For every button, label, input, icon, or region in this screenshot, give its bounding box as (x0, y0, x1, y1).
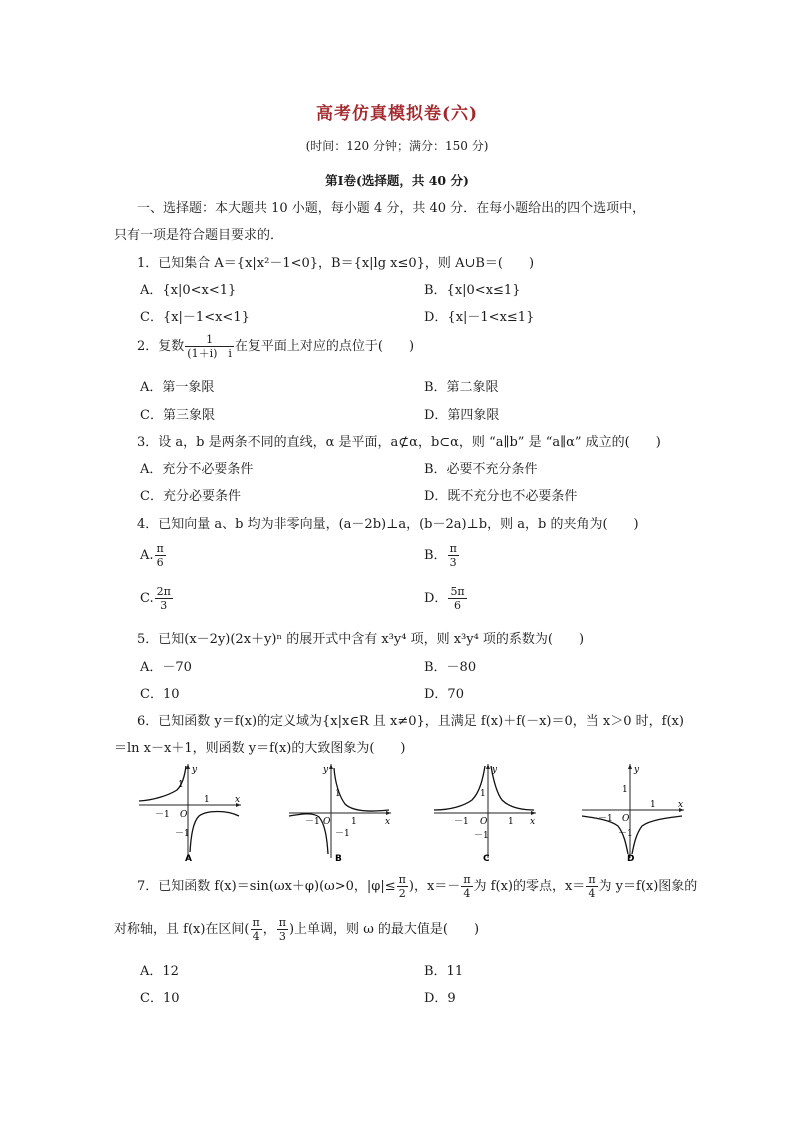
section-intro-line2: 只有一项是符合题目要求的． (114, 228, 284, 243)
origin-label: O (180, 810, 188, 820)
q1-option-d: D．{x|－1<x≤1} (424, 310, 535, 325)
q3-stem: 3．设 a，b 是两条不同的直线，α 是平面，a⊄α，b⊂α，则 “a∥b” 是 “a∥α” 成立的( ) (137, 435, 661, 450)
q6-line2: ＝ln x－x＋1，则函数 y＝f(x)的大致图象为( ) (114, 741, 406, 756)
q4-b-den: 3 (449, 556, 457, 569)
q7-part4: 为 y＝f(x)图象的 (598, 879, 698, 894)
q4-option-b (424, 542, 460, 569)
graph-a-label: A (185, 854, 192, 864)
q7-f2-num: π (463, 873, 471, 886)
tick-1: 1 (204, 795, 210, 805)
exam-title: 高考仿真模拟卷(六) (315, 104, 479, 124)
tick-y1: 1 (622, 785, 628, 795)
q4-b-num: π (449, 542, 457, 555)
origin-label: O (323, 817, 331, 827)
q6-line1: 6．已知函数 y＝f(x)的定义域为{x|x∈R 且 x≠0}，且满足 f(x)＋f(－x)＝0，当 x＞0 时，f(x) (137, 714, 684, 729)
q5-option-d: D．70 (424, 687, 464, 702)
x-label: x (530, 817, 536, 827)
q2-denominator: (1＋i) i (187, 347, 232, 360)
q4-a-fraction (155, 542, 166, 569)
x-label: x (385, 817, 391, 827)
q4-d-label: D． (424, 591, 448, 606)
tick-yneg1: －1 (474, 831, 489, 841)
q3-option-c: C．充分必要条件 (140, 489, 241, 504)
q7-frac3 (586, 873, 597, 900)
tick-yneg1: －1 (618, 829, 633, 839)
graph-b-label: B (335, 854, 342, 864)
q2-stem (137, 333, 414, 360)
section-intro-line1: 一、选择题：本大题共 10 小题，每小题 4 分，共 40 分．在每小题给出的四个选项中， (137, 201, 646, 216)
q4-a-num: π (156, 542, 164, 555)
q4-c-fraction (155, 585, 173, 612)
curve-right (190, 812, 239, 853)
graph-d (578, 760, 688, 865)
graph-c (430, 760, 540, 865)
q1-option-c: C．{x|－1<x<1} (140, 310, 250, 325)
graph-c-label: C (483, 854, 490, 864)
curve-right (334, 768, 389, 811)
q4-option-d (424, 585, 468, 612)
graph-a (135, 760, 245, 865)
q1-option-b: B．{x|0<x≤1} (424, 283, 521, 298)
q1-option-a: A．{x|0<x<1} (140, 283, 237, 298)
x-arrow (386, 811, 391, 815)
origin-label: O (480, 817, 488, 827)
q7-comma: ， (262, 922, 276, 937)
q4-c-den: 3 (160, 599, 168, 612)
tick-y1: 1 (335, 789, 341, 799)
y-label: y (634, 765, 640, 775)
q7-option-b: B．11 (424, 964, 464, 979)
y-arrow (486, 764, 490, 769)
q4-c-num: 2π (156, 585, 171, 598)
tick-y1: 1 (480, 789, 486, 799)
tick-neg1: －1 (454, 817, 469, 827)
x-label: x (678, 800, 684, 810)
tick-yneg1: －1 (175, 829, 190, 839)
curve-left (434, 766, 485, 810)
x-arrow (531, 811, 536, 815)
q7-f4-num: π (252, 916, 260, 929)
q7-line1 (137, 873, 697, 900)
q2-post: 在复平面上对应的点位于( ) (234, 339, 415, 354)
q4-option-a (140, 542, 167, 569)
q4-option-c (140, 585, 174, 612)
q2-option-d: D．第四象限 (424, 408, 500, 423)
q7-f1-num: π (398, 873, 406, 886)
q4-a-label: A. (140, 548, 154, 563)
q7-frac4 (251, 916, 262, 943)
x-label: x (235, 795, 241, 805)
q7-line2 (114, 916, 479, 943)
tick-neg1: －1 (155, 810, 170, 820)
q4-b-fraction (448, 542, 459, 569)
q7-l2-post: )上单调，则 ω 的最大值是( ) (288, 922, 480, 937)
tick-y1: 1 (178, 780, 184, 790)
q7-part1: 7．已知函数 f(x)＝sin(ωx＋φ)(ω>0，|φ|≤ (137, 879, 396, 894)
q2-option-b: B．第二象限 (424, 380, 499, 395)
q3-option-d: D．既不充分也不必要条件 (424, 489, 578, 504)
q5-option-c: C．10 (140, 687, 180, 702)
q7-frac5 (277, 916, 288, 943)
q2-numerator: 1 (185, 333, 234, 347)
q4-a-den: 6 (156, 556, 164, 569)
q4-c-label: C. (140, 591, 154, 606)
y-label: y (323, 765, 329, 775)
q1-stem: 1．已知集合 A＝{x|x²－1<0}，B＝{x|lg x≤0}，则 A∪B＝( ) (137, 256, 535, 271)
q5-stem: 5．已知(x－2y)(2x＋y)ⁿ 的展开式中含有 x³y⁴ 项，则 x³y⁴ 项的系数为( ) (137, 632, 585, 647)
y-arrow (628, 764, 632, 769)
q2-option-c: C．第三象限 (140, 408, 215, 423)
tick-1: 1 (508, 817, 514, 827)
q7-f3-num: π (588, 873, 596, 886)
q4-d-fraction (448, 585, 466, 612)
y-label: y (492, 765, 498, 775)
q4-stem: 4．已知向量 a、b 均为非零向量，(a－2b)⊥a，(b－2a)⊥b，则 a，b 的夹角为( ) (137, 517, 639, 532)
q3-option-a: A．充分不必要条件 (140, 462, 254, 477)
q3-option-b: B．必要不充分条件 (424, 462, 538, 477)
q7-f3-den: 4 (588, 887, 596, 900)
tick-neg1: －1 (305, 817, 320, 827)
q2-pre: 2．复数 (137, 339, 185, 354)
q4-d-den: 6 (454, 599, 462, 612)
q5-option-a: A．－70 (140, 660, 192, 675)
y-arrow (186, 764, 190, 769)
q7-f1-den: 2 (398, 887, 406, 900)
origin-label: O (622, 814, 630, 824)
q2-option-a: A．第一象限 (140, 380, 215, 395)
q4-b-label: B． (424, 548, 447, 563)
tick-neg1: －1 (598, 814, 613, 824)
q5-option-b: B．－80 (424, 660, 477, 675)
tick-1: 1 (351, 817, 357, 827)
q4-d-num: 5π (450, 585, 465, 598)
tick-yneg1: －1 (335, 829, 350, 839)
q7-f2-den: 4 (463, 887, 471, 900)
y-label: y (192, 765, 198, 775)
part-heading: 第Ⅰ卷(选择题，共 40 分) (325, 173, 469, 188)
q7-f5-num: π (278, 916, 286, 929)
q2-fraction (185, 333, 234, 360)
q7-part2: )，x＝－ (408, 879, 461, 894)
curve-right (632, 816, 682, 854)
q7-option-d: D．9 (424, 991, 456, 1006)
tick-1: 1 (650, 800, 656, 810)
graph-d-label: D (627, 854, 635, 864)
q7-option-a: A．12 (140, 964, 179, 979)
exam-subtitle: (时间：120 分钟；满分：150 分) (305, 139, 489, 153)
q7-frac2 (461, 873, 472, 900)
y-arrow (329, 764, 333, 769)
q7-frac1 (397, 873, 408, 900)
q7-part3: 为 f(x)的零点，x＝ (473, 879, 586, 894)
q7-l2-pre: 对称轴，且 f(x)在区间( (114, 922, 250, 937)
q7-f5-den: 3 (278, 930, 286, 943)
q7-f4-den: 4 (252, 930, 260, 943)
graph-b (285, 760, 395, 865)
curve-right (491, 766, 534, 810)
q7-option-c: C．10 (140, 991, 180, 1006)
